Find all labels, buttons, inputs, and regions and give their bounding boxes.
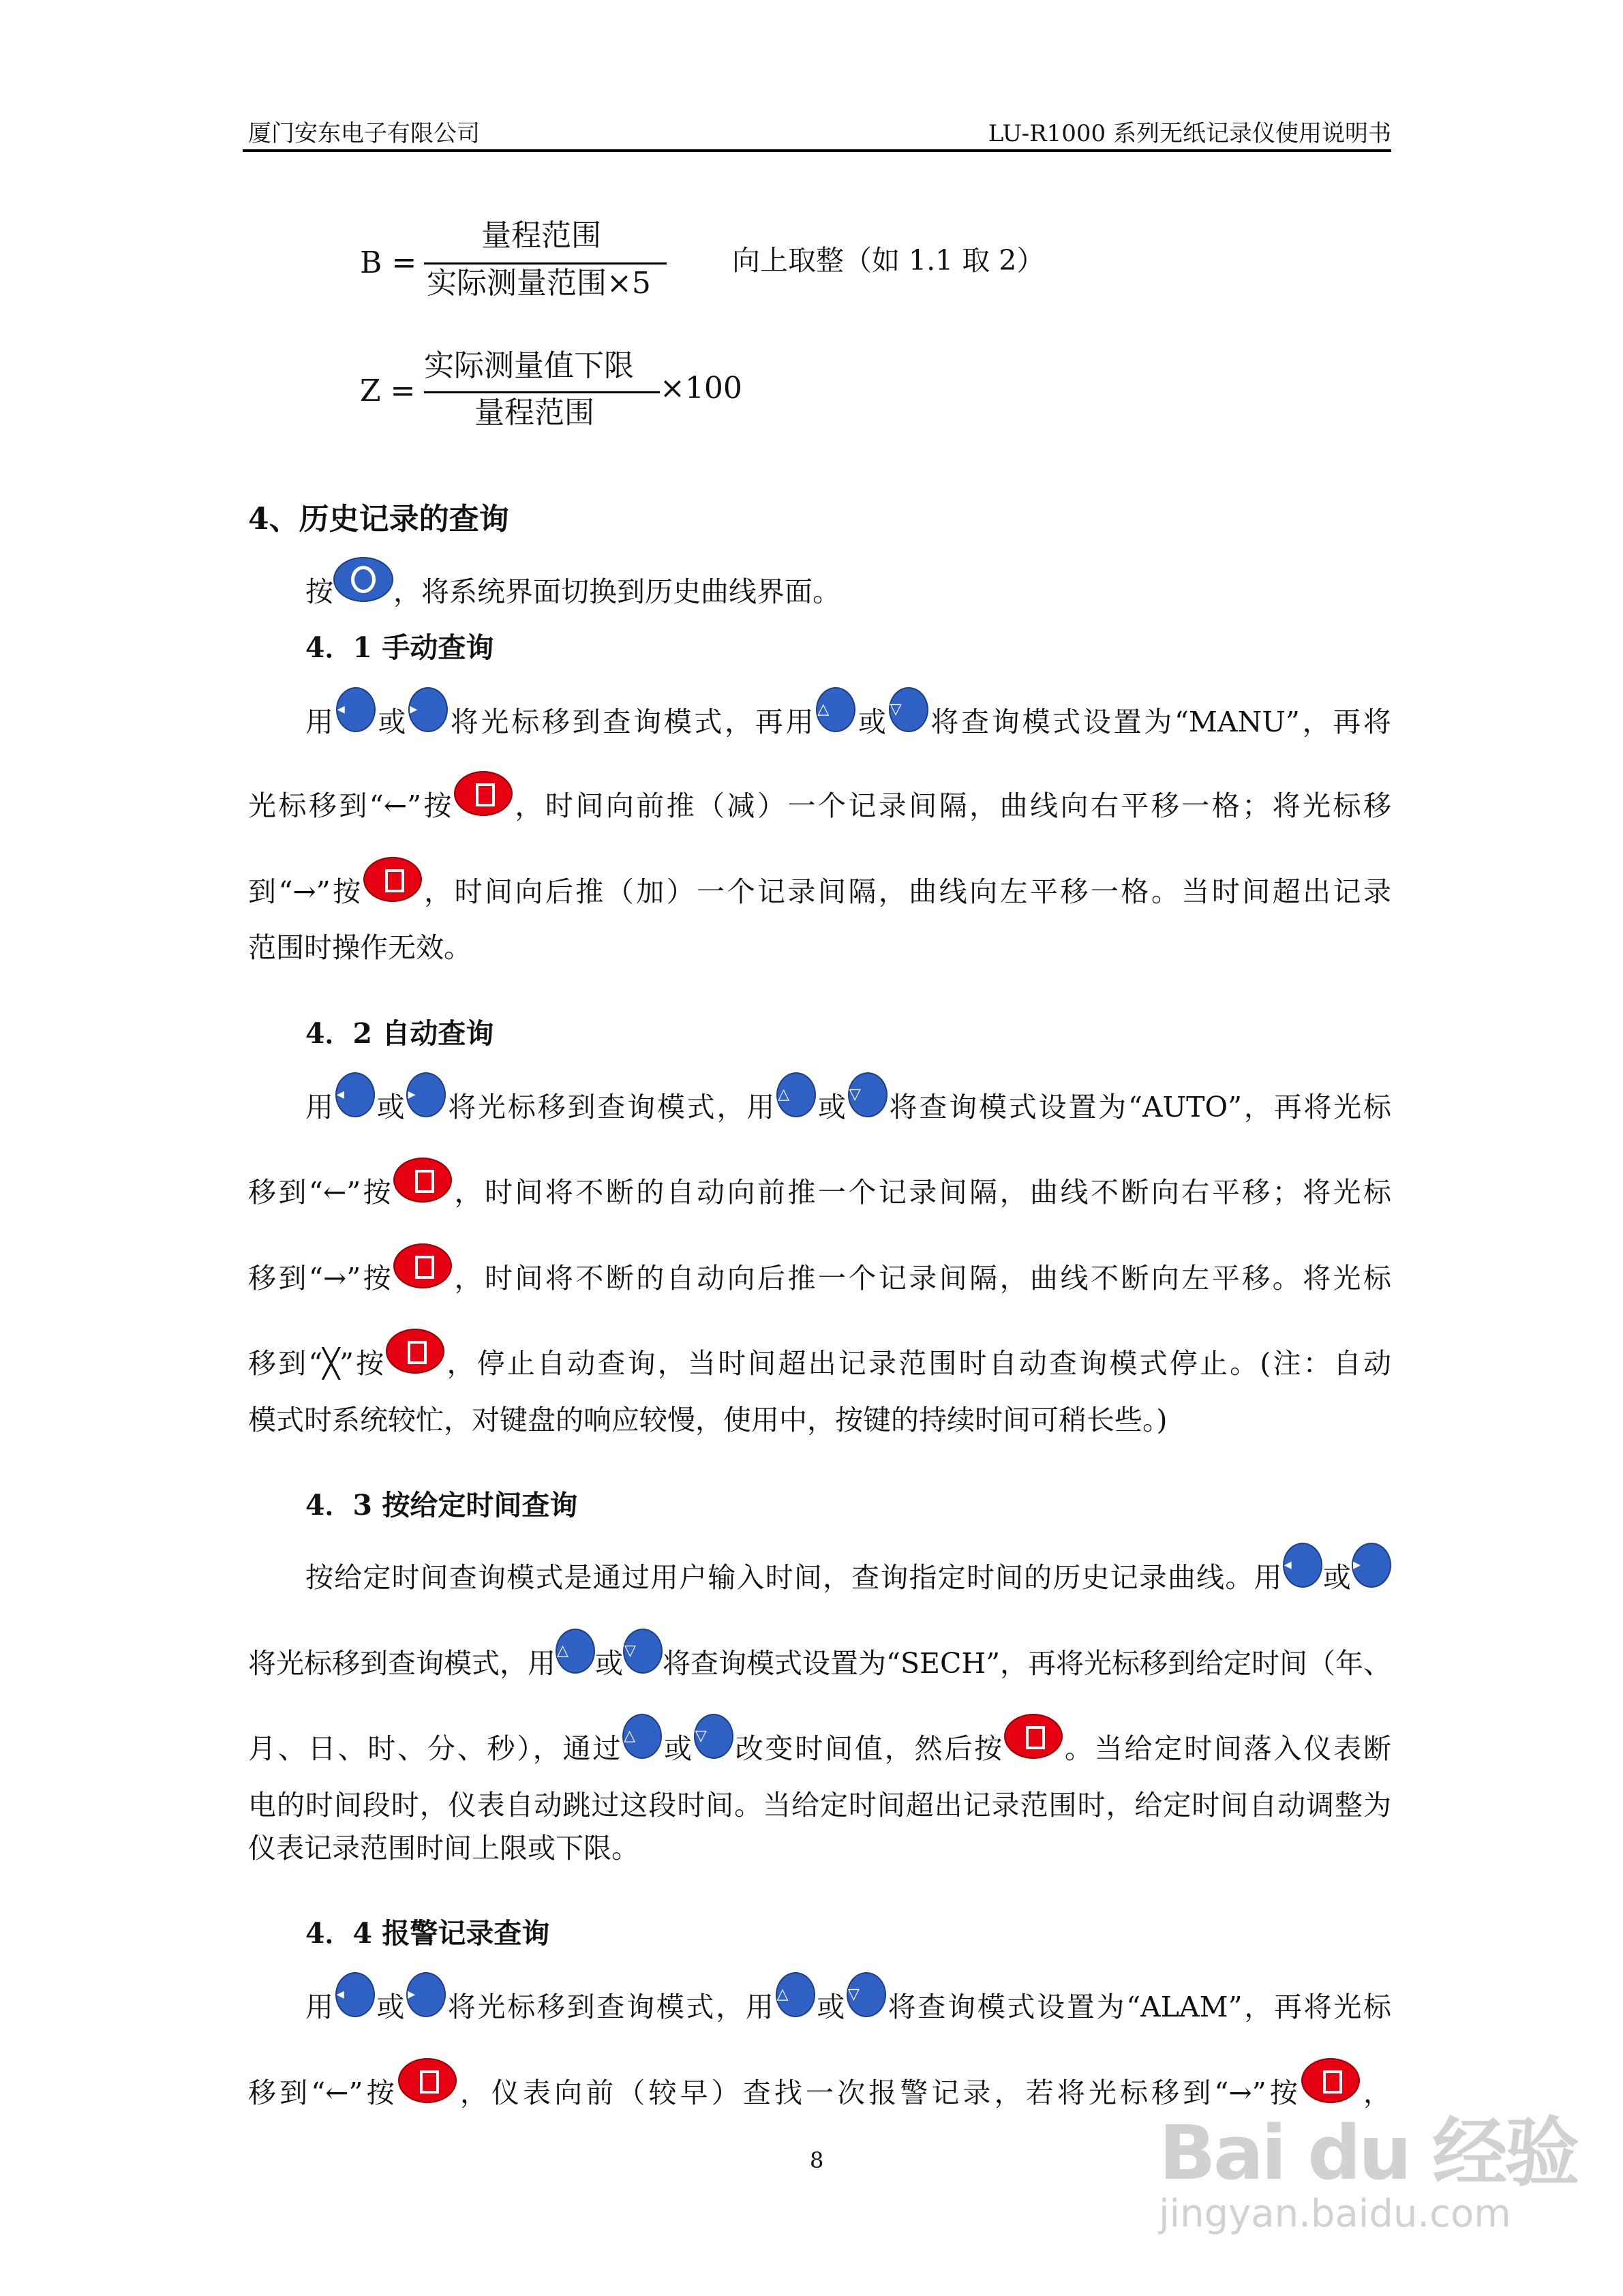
- text-run: 或: [815, 1991, 847, 2023]
- text-run: ，仪表向前（较早）查找一次报警记录，若将光标移到“→”按: [456, 2076, 1301, 2109]
- up-key-icon: △: [776, 1072, 816, 1117]
- down-key-icon: ▽: [623, 1629, 663, 1674]
- down-key-icon: ▽: [847, 1972, 886, 2017]
- paragraph-line: [248, 785, 1391, 826]
- down-key-icon: ▽: [848, 1072, 888, 1117]
- text-run: 或: [1322, 1561, 1352, 1594]
- text-run: 用: [305, 706, 336, 738]
- ok-key-icon: [398, 2058, 457, 2103]
- text-run: 或: [855, 706, 889, 738]
- left-key-icon: ◂: [1283, 1543, 1322, 1588]
- text-run: 移到“╳”按: [248, 1347, 386, 1380]
- text-run: 将光标移到查询模式，用: [248, 1647, 556, 1680]
- down-key-icon: ▽: [694, 1714, 733, 1759]
- up-key-icon: △: [776, 1972, 815, 2017]
- text-run: 按: [305, 575, 333, 608]
- paragraph-line: [248, 1258, 1391, 1299]
- paragraph-line: [248, 1343, 1391, 1384]
- text-run: 4．1 手动查询: [305, 631, 494, 664]
- ok-key-icon: [393, 1158, 452, 1203]
- text-run: 将光标移到查询模式，再用: [448, 706, 817, 738]
- fraction-bar: [424, 262, 667, 265]
- text-run: 范围时操作无效。: [248, 931, 472, 964]
- down-key-icon: ▽: [889, 687, 928, 732]
- text-run: ，停止自动查询，当时间超出记录范围时自动查询模式停止。(注：自动: [444, 1347, 1392, 1380]
- formula-b-denominator: 实际测量范围×5: [427, 266, 651, 301]
- subsection-heading: [305, 1913, 1391, 1954]
- left-key-icon: ◂: [336, 687, 376, 732]
- ok-key-icon: [386, 1329, 444, 1374]
- text-run: 4．4 报警记录查询: [305, 1917, 550, 1950]
- watermark-logo: Bai du 经验: [1159, 2109, 1577, 2196]
- text-run: ，时间向前推（减）一个记录间隔，曲线向右平移一格；将光标移: [512, 789, 1391, 822]
- header-rule: [243, 149, 1391, 152]
- text-run: 或: [375, 706, 409, 738]
- text-run: 将光标移到查询模式，用: [446, 1991, 776, 2023]
- fraction-bar: [424, 391, 660, 393]
- text-run: 或: [374, 1091, 407, 1123]
- paragraph-line: [248, 1400, 1391, 1440]
- paragraph-line: [248, 1172, 1391, 1213]
- text-run: 仪表记录范围时间上限或下限。: [248, 1832, 639, 1864]
- up-key-icon: △: [556, 1629, 595, 1674]
- text-run: 用: [305, 1991, 335, 2023]
- text-run: 移到“←”按: [248, 1176, 394, 1209]
- header-company: 厦门安东电子有限公司: [248, 120, 480, 147]
- ok-key-icon: [363, 857, 422, 902]
- text-run: 将查询模式设置为“ALAM”，再将光标: [885, 1991, 1392, 2023]
- text-run: 将查询模式设置为“MANU”，再将: [928, 706, 1391, 738]
- left-key-icon: ◂: [335, 1072, 375, 1117]
- ok-key-icon: [454, 771, 513, 816]
- text-run: ，时间将不断的自动向前推一个记录间隔，曲线不断向右平移；将光标: [452, 1176, 1391, 1209]
- text-run: 改变时间值，然后按: [733, 1732, 1004, 1765]
- formula-z-lhs: Z =: [360, 374, 416, 408]
- formula-z-denominator: 量程范围: [474, 395, 594, 430]
- text-run: 用: [305, 1091, 335, 1123]
- paragraph-line: [248, 1728, 1391, 1769]
- paragraph-line: [248, 1828, 1391, 1869]
- text-run: 或: [595, 1647, 623, 1680]
- page-number: 8: [810, 2147, 824, 2173]
- ok-key-icon: [393, 1243, 452, 1288]
- right-key-icon: ▸: [408, 687, 448, 732]
- formula-b-numerator: 量程范围: [481, 218, 601, 253]
- text-run: 或: [816, 1091, 848, 1123]
- paragraph-line: [305, 1557, 1391, 1598]
- text-run: ，时间向后推（加）一个记录间隔，曲线向左平移一格。当时间超出记录: [421, 875, 1391, 908]
- text-run: 移到“→”按: [248, 1262, 394, 1295]
- left-key-icon: ◂: [335, 1972, 375, 2017]
- text-run: 模式时系统较忙，对键盘的响应较慢，使用中，按键的持续时间可稍长些。): [248, 1404, 1168, 1436]
- subsection-heading: [305, 627, 1391, 668]
- formula-z-suffix: ×100: [660, 371, 742, 406]
- text-run: ，将系统界面切换到历史曲线界面。: [393, 575, 840, 608]
- paragraph-line: [305, 1987, 1391, 2027]
- up-key-icon: △: [816, 687, 855, 732]
- paragraph-line: [305, 1087, 1391, 1128]
- text-run: 按给定时间查询模式是通过用户输入时间，查询指定时间的历史记录曲线。用: [305, 1561, 1283, 1594]
- subsection-heading: [305, 1013, 1391, 1054]
- text-run: 月、日、时、分、秒），通过: [248, 1732, 623, 1765]
- text-run: 将查询模式设置为“SECH”，再将光标移到给定时间（年、: [663, 1647, 1392, 1680]
- text-run: ，: [1359, 2076, 1392, 2109]
- text-run: ，时间将不断的自动向后推一个记录间隔，曲线不断向左平移。将光标: [452, 1262, 1391, 1295]
- ok-key-icon: [1004, 1714, 1063, 1759]
- text-run: 到“→”按: [248, 875, 363, 908]
- formula-b-lhs: B =: [360, 245, 417, 280]
- text-run: 电的时间段时，仪表自动跳过这段时间。当给定时间超出记录范围时，给定时间自动调整为: [248, 1789, 1391, 1822]
- right-key-icon: ▸: [1352, 1543, 1391, 1588]
- paragraph-line: [248, 927, 1391, 968]
- text-run: 。当给定时间落入仪表断: [1063, 1732, 1392, 1765]
- section-title: 4、历史记录的查询: [248, 502, 509, 537]
- text-run: 或: [662, 1732, 694, 1765]
- text-run: 4．3 按给定时间查询: [305, 1489, 578, 1522]
- text-run: 移到“←”按: [248, 2076, 398, 2109]
- text-run: 将光标移到查询模式，用: [446, 1091, 777, 1123]
- paragraph-line: [248, 1643, 1391, 1684]
- text-run: 光标移到“←”按: [248, 789, 454, 822]
- formula-b-note: 向上取整（如 1.1 取 2）: [732, 244, 1045, 277]
- paragraph-line: [305, 571, 1391, 612]
- paragraph-line: [305, 701, 1391, 742]
- text-run: 4．2 自动查询: [305, 1017, 494, 1050]
- text-run: 或: [374, 1991, 407, 2023]
- right-key-icon: ▸: [406, 1972, 446, 2017]
- subsection-heading: [305, 1485, 1391, 1526]
- header-doc-title: LU-R1000 系列无纸记录仪使用说明书: [988, 120, 1391, 147]
- formula-z-numerator: 实际测量值下限: [424, 348, 634, 383]
- right-key-icon: ▸: [406, 1072, 446, 1117]
- history-key-icon: [333, 557, 393, 602]
- paragraph-line: [248, 1785, 1391, 1826]
- paragraph-line: [248, 871, 1391, 912]
- watermark-url: jingyan.baidu.com: [1159, 2192, 1511, 2236]
- text-run: 将查询模式设置为“AUTO”，再将光标: [887, 1091, 1392, 1123]
- up-key-icon: △: [622, 1714, 662, 1759]
